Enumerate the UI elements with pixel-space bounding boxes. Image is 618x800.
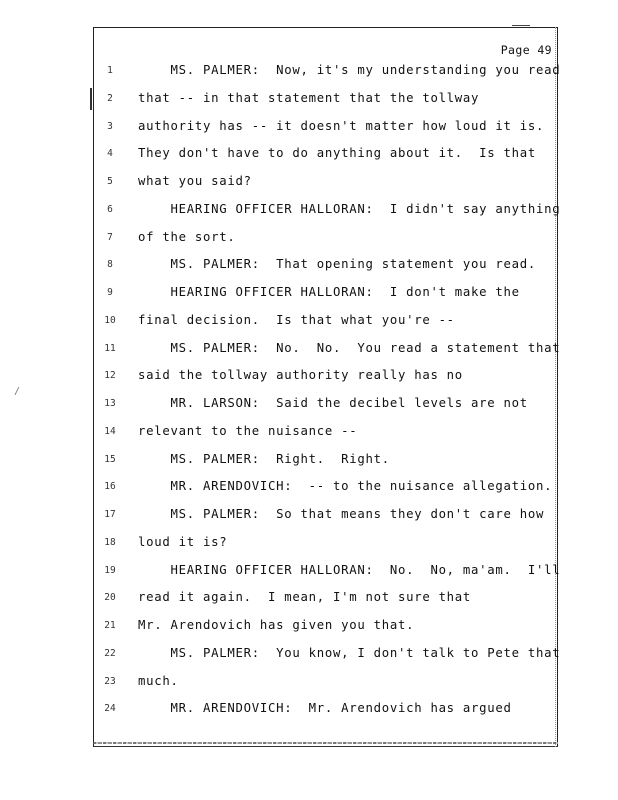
line-text: MS. PALMER: Now, it's my understanding you read <box>138 63 561 77</box>
line-text: authority has -- it doesn't matter how loud it is. <box>138 118 545 133</box>
line-number: 13 <box>104 398 116 409</box>
line-text: read it again. I mean, I'm not sure that <box>138 590 472 605</box>
line-number: 4 <box>107 148 113 160</box>
transcript-line <box>0 535 618 553</box>
bottom-scan-rule <box>93 742 558 744</box>
transcript-line <box>0 507 618 525</box>
line-text: what you said? <box>138 174 252 188</box>
line-number: 8 <box>107 259 113 271</box>
line-number: 14 <box>104 425 116 437</box>
line-number: 3 <box>107 120 113 132</box>
transcript-line <box>0 341 618 359</box>
transcript-line <box>0 174 618 192</box>
line-number: 15 <box>104 453 116 465</box>
line-text: MS. PALMER: Right. Right. <box>138 451 390 466</box>
line-text: loud it is? <box>138 534 228 549</box>
line-number: 22 <box>104 647 116 659</box>
line-text: much. <box>138 673 179 688</box>
line-number: 11 <box>104 342 116 354</box>
transcript-line <box>0 285 618 303</box>
transcript-line <box>0 202 618 220</box>
transcript-line <box>0 646 618 664</box>
transcript-line <box>0 230 618 248</box>
line-number: 23 <box>104 675 116 687</box>
line-number: 17 <box>104 509 116 520</box>
line-number: 18 <box>104 536 116 548</box>
line-number: 6 <box>107 203 113 215</box>
line-number: 1 <box>107 65 113 76</box>
transcript-line <box>0 63 618 81</box>
line-number: 16 <box>104 481 116 493</box>
line-text: final decision. Is that what you're -- <box>138 312 455 327</box>
page-number: Page 49 <box>500 43 552 57</box>
line-number: 19 <box>104 564 116 576</box>
line-number: 12 <box>104 370 116 382</box>
line-text: They don't have to do anything about it. Is that <box>138 146 537 161</box>
transcript-line <box>0 396 618 414</box>
top-tick-mark <box>512 25 530 26</box>
line-text: MS. PALMER: You know, I don't talk to Pete that <box>138 645 561 660</box>
line-number: 10 <box>104 314 116 326</box>
transcript-line <box>0 91 618 109</box>
line-number: 7 <box>107 231 113 243</box>
transcript-line <box>0 313 618 331</box>
transcript-line <box>0 563 618 581</box>
transcript-line <box>0 368 618 386</box>
transcript-line <box>0 479 618 497</box>
line-number: 24 <box>104 703 116 715</box>
line-text: MR. ARENDOVICH: Mr. Arendovich has argued <box>138 701 512 716</box>
line-text: Mr. Arendovich has given you that. <box>138 618 415 632</box>
transcript-line <box>0 424 618 442</box>
line-number: 2 <box>107 92 113 104</box>
line-text: MS. PALMER: So that means they don't care how <box>138 507 545 521</box>
line-text: HEARING OFFICER HALLORAN: No. No, ma'am. I'll <box>138 562 561 577</box>
line-text: of the sort. <box>138 229 236 244</box>
line-text: MS. PALMER: That opening statement you read. <box>138 257 537 272</box>
transcript-line <box>0 257 618 275</box>
line-number: 21 <box>104 620 116 631</box>
transcript-line <box>0 618 618 636</box>
transcript-line <box>0 701 618 719</box>
line-text: MR. ARENDOVICH: -- to the nuisance allegation. <box>138 479 553 494</box>
transcript-line <box>0 674 618 692</box>
line-text: MR. LARSON: Said the decibel levels are not <box>138 396 528 410</box>
line-text: MS. PALMER: No. No. You read a statement that <box>138 340 561 355</box>
transcript-line <box>0 452 618 470</box>
line-number: 9 <box>107 287 113 298</box>
line-text: that -- in that statement that the tollway <box>138 90 480 105</box>
line-number: 20 <box>104 592 116 604</box>
stray-scan-mark: / <box>14 386 21 397</box>
line-number: 5 <box>107 176 113 187</box>
line-text: relevant to the nuisance -- <box>138 423 358 438</box>
line-text: said the tollway authority really has no <box>138 368 463 383</box>
line-text: HEARING OFFICER HALLORAN: I didn't say anything <box>138 201 561 216</box>
transcript-line <box>0 146 618 164</box>
transcript-line <box>0 590 618 608</box>
line-text: HEARING OFFICER HALLORAN: I don't make the <box>138 285 520 299</box>
transcript-line <box>0 119 618 137</box>
